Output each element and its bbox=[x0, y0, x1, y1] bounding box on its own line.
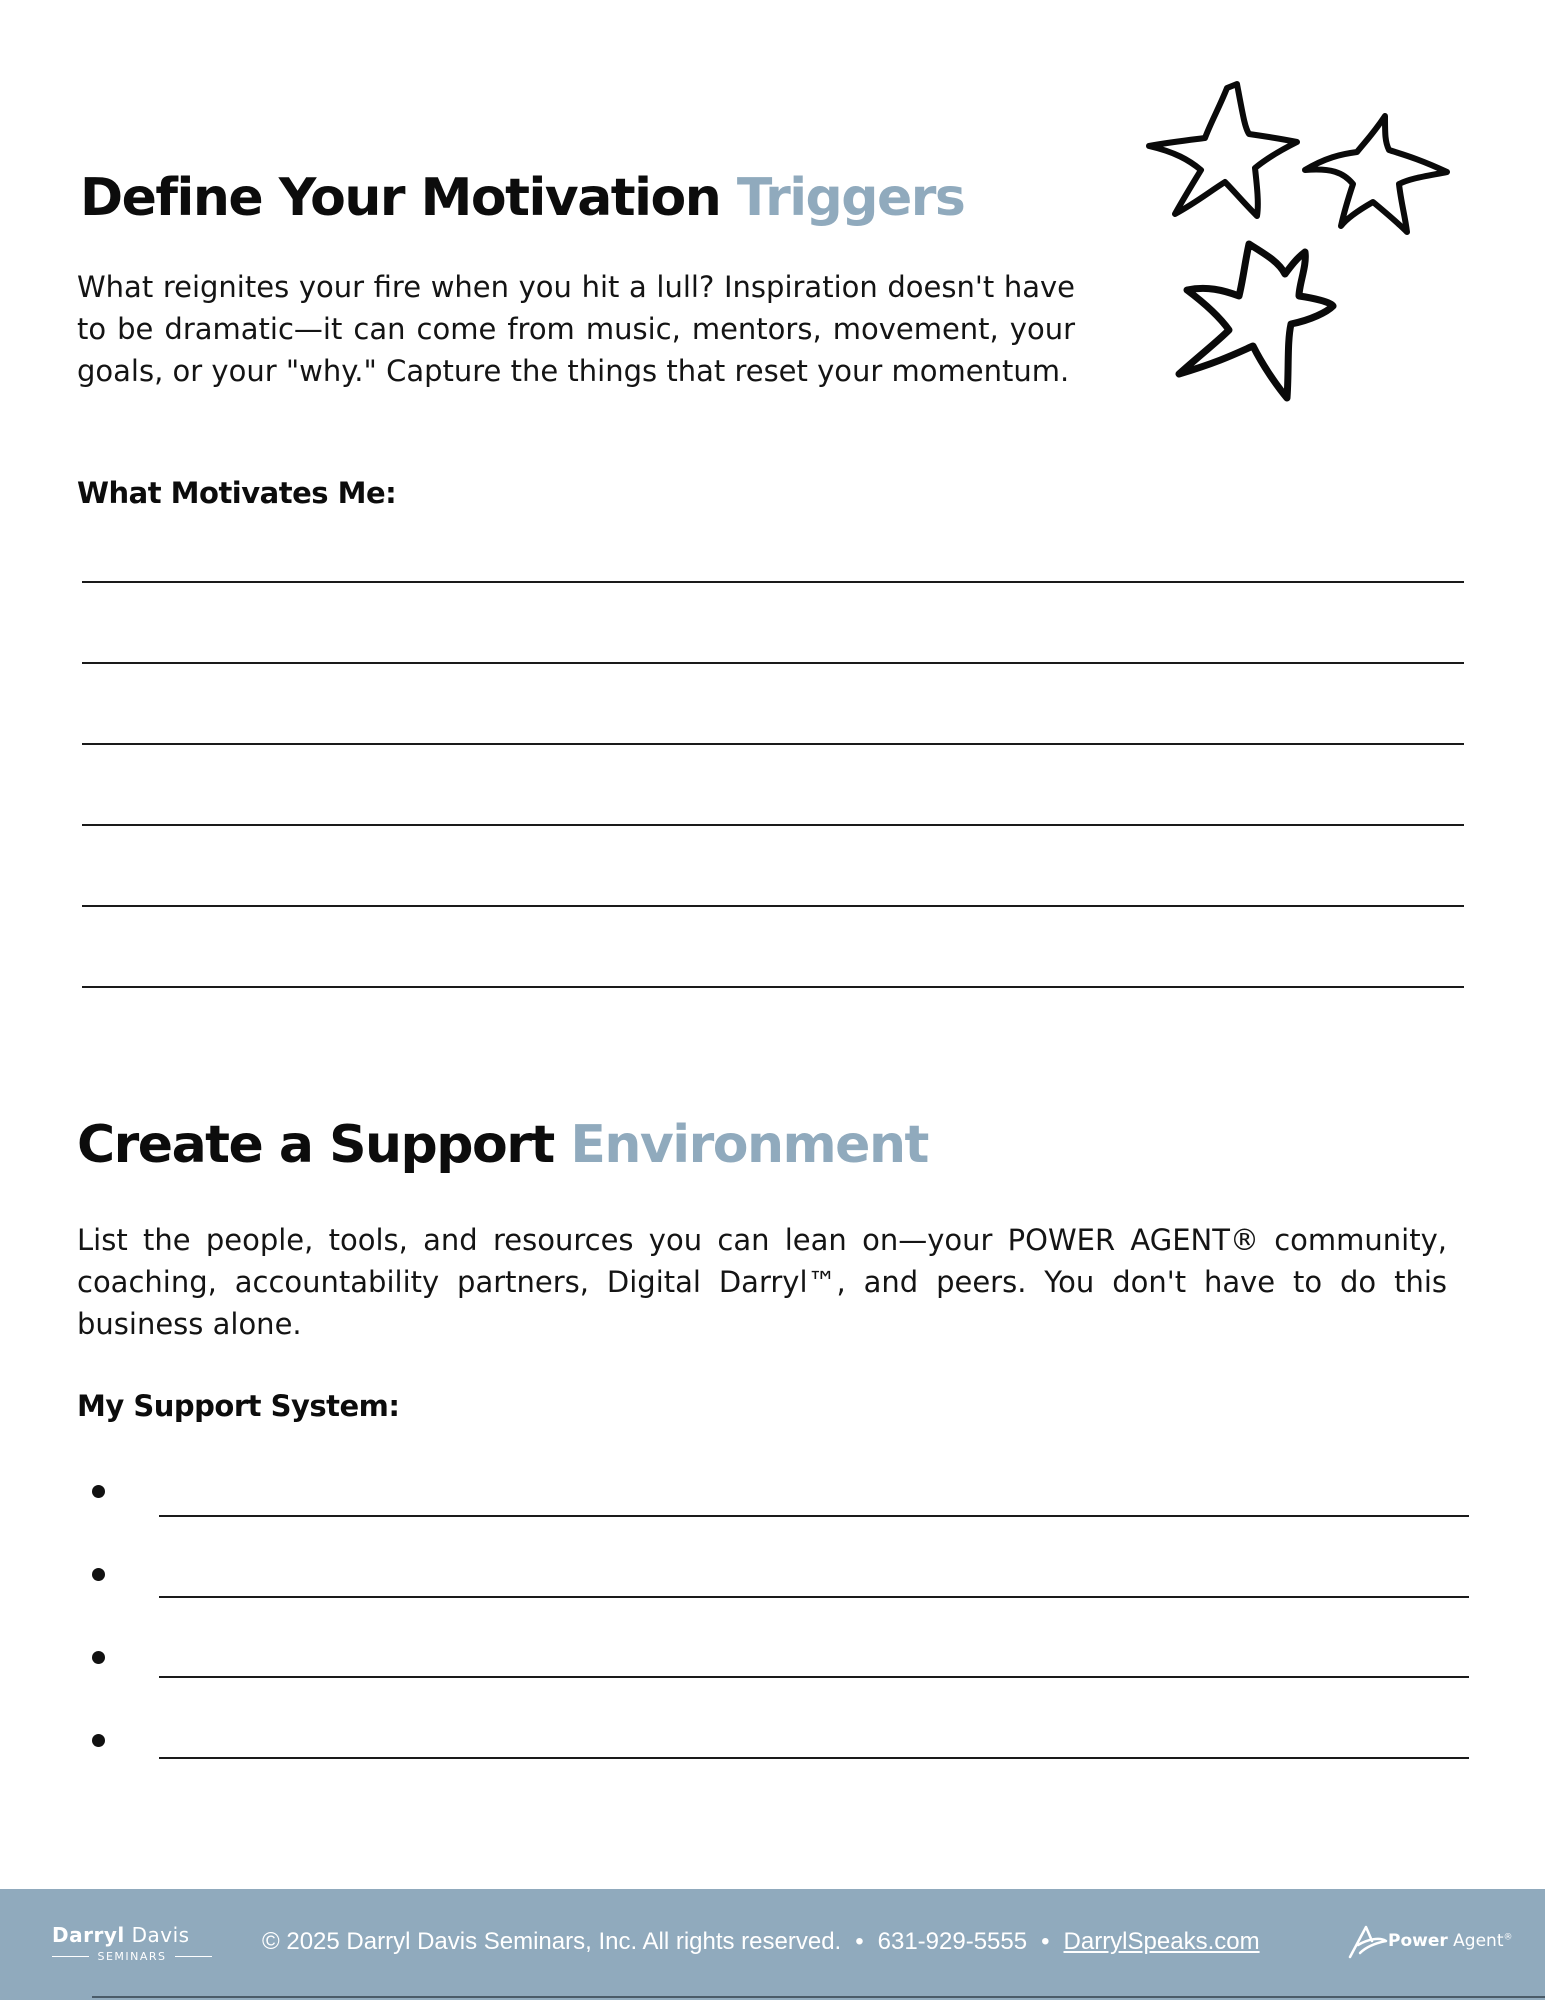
logo-word-first: Power bbox=[1388, 1931, 1448, 1951]
power-agent-mark-icon bbox=[1346, 1923, 1388, 1959]
separator-dot: • bbox=[855, 1928, 864, 1955]
stars-doodle-icon bbox=[1135, 76, 1455, 416]
support-write-line[interactable] bbox=[159, 1676, 1469, 1678]
section-title-support-environment bbox=[77, 1115, 928, 1175]
title-accent-text: Triggers bbox=[736, 168, 965, 228]
registered-mark: ® bbox=[1503, 1932, 1513, 1943]
logo-word-first: Darryl bbox=[52, 1923, 125, 1947]
separator-dot: • bbox=[1041, 1928, 1050, 1955]
bullet-icon bbox=[92, 1485, 105, 1498]
motivation-intro-paragraph: What reignites your fire when you hit a lull? Inspiration doesn't have to be dramatic—it can come from music, mentors, movement, your goals, or your "why." Capture the things that reset your momentum. bbox=[77, 270, 1075, 388]
motivation-write-line[interactable] bbox=[82, 905, 1464, 907]
copyright-text: © 2025 Darryl Davis Seminars, Inc. All rights reserved. bbox=[262, 1928, 842, 1955]
what-motivates-me-label: What Motivates Me: bbox=[77, 476, 397, 510]
motivation-write-line[interactable] bbox=[82, 662, 1464, 664]
motivation-write-line[interactable] bbox=[82, 824, 1464, 826]
my-support-system-label: My Support System: bbox=[77, 1389, 400, 1423]
title-main-text: Create a Support bbox=[77, 1115, 554, 1175]
bullet-icon bbox=[92, 1568, 105, 1581]
support-write-line[interactable] bbox=[159, 1515, 1469, 1517]
darryl-davis-seminars-logo bbox=[52, 1923, 212, 1963]
footer-bar bbox=[0, 1889, 1545, 2000]
support-write-line[interactable] bbox=[159, 1596, 1469, 1598]
logo-word-second: Davis bbox=[131, 1923, 190, 1947]
phone-number: 631-929-5555 bbox=[877, 1928, 1028, 1955]
section-title-motivation-triggers bbox=[80, 168, 964, 228]
motivation-write-line[interactable] bbox=[82, 743, 1464, 745]
motivation-write-line[interactable] bbox=[82, 986, 1464, 988]
footer-info bbox=[262, 1928, 1260, 1956]
footer-divider bbox=[92, 1996, 1545, 1998]
title-main-text: Define Your Motivation bbox=[80, 168, 721, 228]
motivation-write-line[interactable] bbox=[82, 581, 1464, 583]
support-intro-paragraph: List the people, tools, and resources you can lean on—your POWER AGENT® community, coaching, accountability partners, Digital Darryl™, and peers. You don't have to do this business alone. bbox=[77, 1223, 1447, 1341]
logo-sub-text: SEMINARS bbox=[97, 1950, 167, 1963]
bullet-icon bbox=[92, 1651, 105, 1664]
website-link[interactable]: DarrylSpeaks.com bbox=[1063, 1928, 1260, 1955]
logo-word-second: Agent bbox=[1453, 1931, 1504, 1951]
title-accent-text: Environment bbox=[570, 1115, 928, 1175]
star-icon bbox=[1149, 84, 1297, 216]
star-icon bbox=[1179, 244, 1333, 398]
bullet-icon bbox=[92, 1734, 105, 1747]
power-agent-logo bbox=[1346, 1923, 1513, 1959]
support-write-line[interactable] bbox=[159, 1757, 1469, 1759]
star-icon bbox=[1305, 116, 1447, 232]
